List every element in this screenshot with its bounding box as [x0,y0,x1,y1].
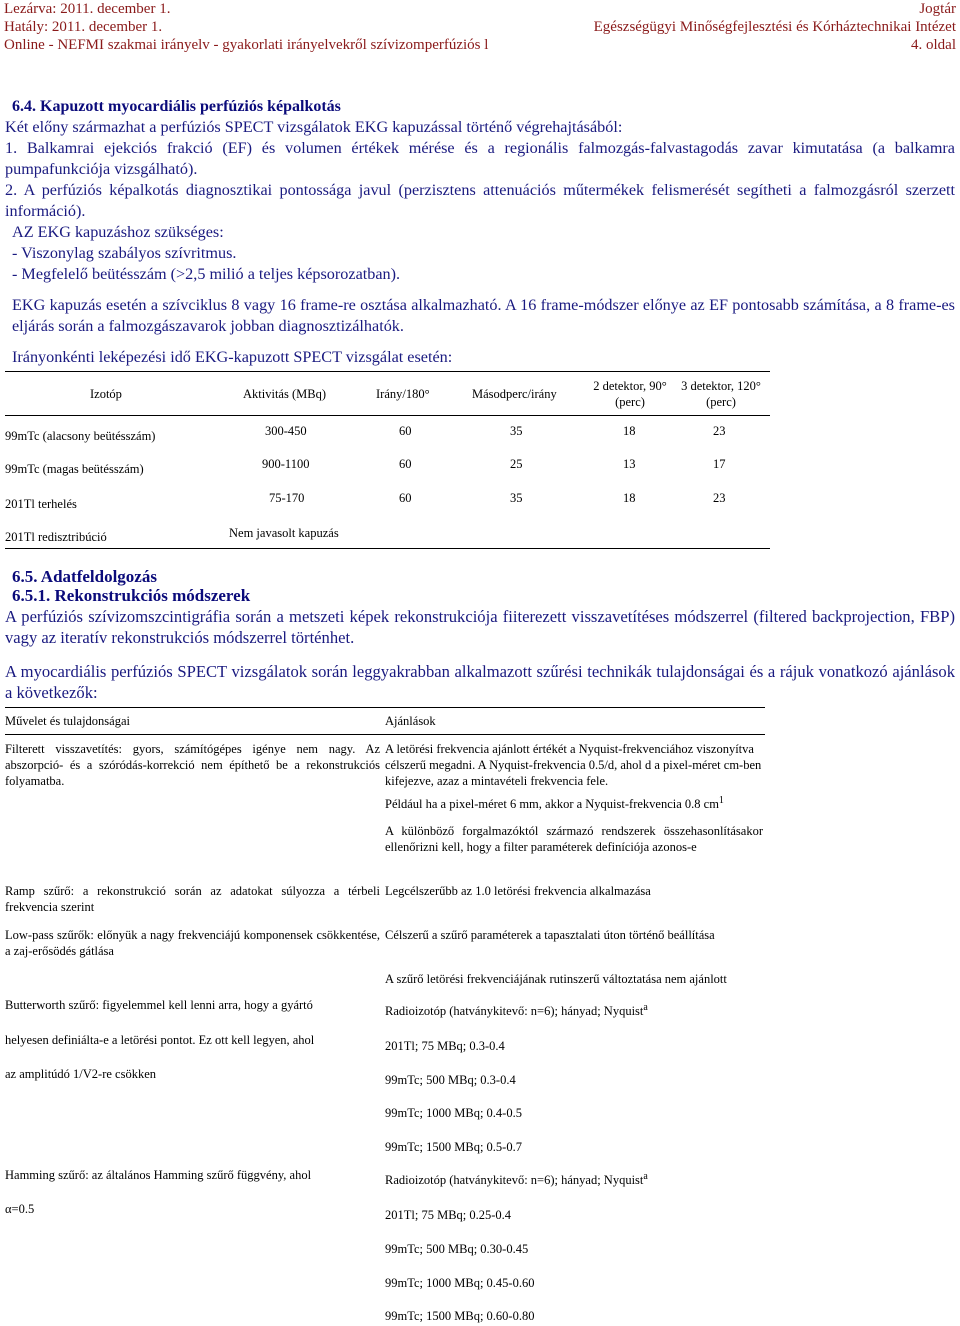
table1-header-2-detector: 2 detektor, 90° (perc) [593,379,667,409]
table1-row1-seconds: 35 [510,424,523,438]
butterworth-description-line2: helyesen definiálta-e a letörési pontot. Ez ott kell legyen, ahol [5,1033,315,1047]
requirements-title: AZ EKG kapuzáshoz szükséges: [12,223,224,241]
table1-header-isotope: Izotóp [90,387,122,401]
hamming-row-3: 99mTc; 1000 MBq; 0.45-0.60 [385,1276,535,1290]
table1-header-activity: Aktivitás (MBq) [243,387,326,401]
header-jogtar: Jogtár [919,1,956,17]
table1-row2-3-detector: 17 [713,457,726,471]
butterworth-table-head-superscript: a [643,1001,648,1013]
paragraph-point-1: 1. Balkamrai ejekciós frakció (EF) és volumen értékek mérése és a regionális falmozgás-falvastagodás zavar kimutatása (a balkamra pumpafunkciója vizsgálható). [5,139,955,178]
hamming-description-line1: Hamming szűrő: az általános Hamming szűrő függvény, ahol [5,1168,312,1182]
table1-caption: Irányonkénti leképezési idő EKG-kapuzott SPECT vizsgálat esetén: [12,348,453,366]
table2-header-operation: Művelet és tulajdonságai [5,714,130,728]
table1-top-rule [5,371,770,372]
table1-row1-direction: 60 [399,424,412,438]
butterworth-row-1: 201Tl; 75 MBq; 0.3-0.4 [385,1039,505,1053]
fbp-recommendation-nyquist: A letörési frekvencia ajánlott értékét a Nyquist-frekvenciához viszonyítva célszerű megadni. A Nyquist-frekvencia 0.5/d, ahol d a pixel-méret cm-ben kifejezve, azaz a mintavételi frekvencia fele. [385,742,762,788]
butterworth-row-4: 99mTc; 1500 MBq; 0.5-0.7 [385,1140,522,1154]
hamming-table-head-text: Radioizotóp (hatványkitevő: n=6); hányad; Nyquist [385,1173,644,1187]
fbp-recommendation-vendors: A különböző forgalmazóktól származó rendszerek összehasonlításakor ellenőrizni kell, hogy a filter paraméterek definíciója azonos-e [385,824,763,854]
table1-row2-direction: 60 [399,457,412,471]
table1-row3-3-detector: 23 [713,491,726,505]
table1-header-rule [5,415,770,416]
butterworth-table-head-text: Radioizotóp (hatványkitevő: n=6); hányad; Nyquist [385,1004,644,1018]
header-page-number: 4. oldal [911,37,956,53]
section-title-6-5-1: 6.5.1. Rekonstrukciós módszerek [12,586,251,605]
paragraph-frames: EKG kapuzás esetén a szívciklus 8 vagy 16 frame-re osztása alkalmazható. A 16 frame-módszer előnye az EF pontosabb számítása, a 8 frame-es eljárás során a falmozgászavarok jobban diagnosztizálhatók. [12,296,955,335]
hamming-table-head-superscript: a [643,1170,648,1182]
table1-bottom-rule [5,548,770,549]
table2-header-rule [5,734,765,735]
lowpass-recommendation-2: A szűrő letörési frekvenciájának rutinszerű változtatása nem ajánlott [385,972,727,986]
header-hataly: Hatály: 2011. december 1. [4,19,163,35]
table1-row3-activity: 75-170 [269,491,305,505]
section-title-6-4: 6.4. Kapuzott myocardiális perfúziós képalkotás [12,98,341,115]
table1-row1-isotope: 99mTc (alacsony beütésszám) [5,429,156,443]
paragraph-reconstruction: A perfúziós szívizomszcintigráfia során a metszeti képek rekonstrukciója fiiterezett visszavetítéses módszerrel (filtered backprojection, FBP) vagy az iteratív rekonstrukciós módszerrel történhet. [5,607,955,647]
table1-row3-isotope: 201Tl terhelés [5,497,77,511]
table1-header-seconds: Másodperc/irány [472,387,557,401]
header-lezarva: Lezárva: 2011. december 1. [4,1,171,17]
butterworth-description-line3: az amplitúdó 1/V2-re csökken [5,1067,156,1081]
butterworth-description-line1: Butterworth szűrő: figyelemmel kell lenni arra, hogy a gyártó [5,998,313,1012]
table1-row2-activity: 900-1100 [262,457,310,471]
table1-row1-2-detector: 18 [623,424,636,438]
hamming-row-4: 99mTc; 1500 MBq; 0.60-0.80 [385,1309,535,1323]
requirement-2: - Megfelelő beütésszám (>2,5 milió a teljes képsorozatban). [12,265,401,283]
table1-header-3-detector: 3 detektor, 120° (perc) [681,379,761,409]
table1-header-direction: Irány/180° [376,387,430,401]
table1-row1-activity: 300-450 [265,424,307,438]
ramp-filter-description: Ramp szűrő: a rekonstrukció során az adatokat súlyozza a térbeli frekvencia szerint [5,884,380,914]
table1-row4-isotope: 201Tl redisztribúció [5,530,107,544]
requirement-1: - Viszonylag szabályos szívritmus. [12,244,237,262]
table1-row2-isotope: 99mTc (magas beütésszám) [5,462,144,476]
table2-header-recommendation: Ajánlások [385,714,436,728]
paragraph-point-2: 2. A perfúziós képalkotás diagnosztikai pontossága javul (perzisztens attenuációs műtermékek felismerését segítheti a falmozgásról szerzett információ). [5,181,955,220]
fbp-example-text: Például ha a pixel-méret 6 mm, akkor a Nyquist-frekvencia 0.8 cm [385,797,719,811]
paragraph-filter-intro: A myocardiális perfúziós SPECT vizsgálatok során leggyakrabban alkalmazott szűrési technikák tulajdonságai és a rájuk vonatkozó ajánlások a következők: [5,662,955,702]
hamming-table-head [385,1172,648,1188]
lowpass-recommendation-1: Célszerű a szűrő paraméterek a tapasztalati úton történő beállítása [385,928,715,942]
table1-row2-seconds: 25 [510,457,523,471]
ramp-filter-recommendation: Legcélszerűbb az 1.0 letörési frekvencia alkalmazása [385,884,651,898]
table1-row3-direction: 60 [399,491,412,505]
section-title-6-5: 6.5. Adatfeldolgozás [12,567,157,586]
lowpass-filter-description: Low-pass szűrők: előnyük a nagy frekvenciájú komponensek csökkentése, a zaj-erősödés gátlása [5,928,380,958]
table1-row3-2-detector: 18 [623,491,636,505]
butterworth-row-3: 99mTc; 1000 MBq; 0.4-0.5 [385,1106,522,1120]
hamming-row-1: 201Tl; 75 MBq; 0.25-0.4 [385,1208,512,1222]
header-source: Online - NEFMI szakmai irányelv - gyakorlati irányelvekről szívizomperfúziós l [4,37,489,53]
fbp-recommendation-example [385,796,724,812]
table1-row4-note: Nem javasolt kapuzás [229,526,339,540]
table1-row2-2-detector: 13 [623,457,636,471]
hamming-row-2: 99mTc; 500 MBq; 0.30-0.45 [385,1242,529,1256]
paragraph-intro: Két előny származhat a perfúziós SPECT vizsgálatok EKG kapuzással történő végrehajtásából: [5,118,623,136]
fbp-example-superscript: 1 [718,794,724,806]
hamming-description-line2: α=0.5 [5,1202,35,1216]
table1-row3-seconds: 35 [510,491,523,505]
table1-row1-3-detector: 23 [713,424,726,438]
butterworth-table-head [385,1003,648,1019]
header-institute: Egészségügyi Minőségfejlesztési és Kórháztechnikai Intézet [593,19,956,35]
table2-top-rule [5,707,765,708]
butterworth-row-2: 99mTc; 500 MBq; 0.3-0.4 [385,1073,516,1087]
fbp-description: Filterett visszavetítés: gyors, számítógépes igénye nem nagy. Az abszorpció- és a szóródás-korrekció nem építhető be a rekonstrukciós folyamatba. [5,742,380,788]
